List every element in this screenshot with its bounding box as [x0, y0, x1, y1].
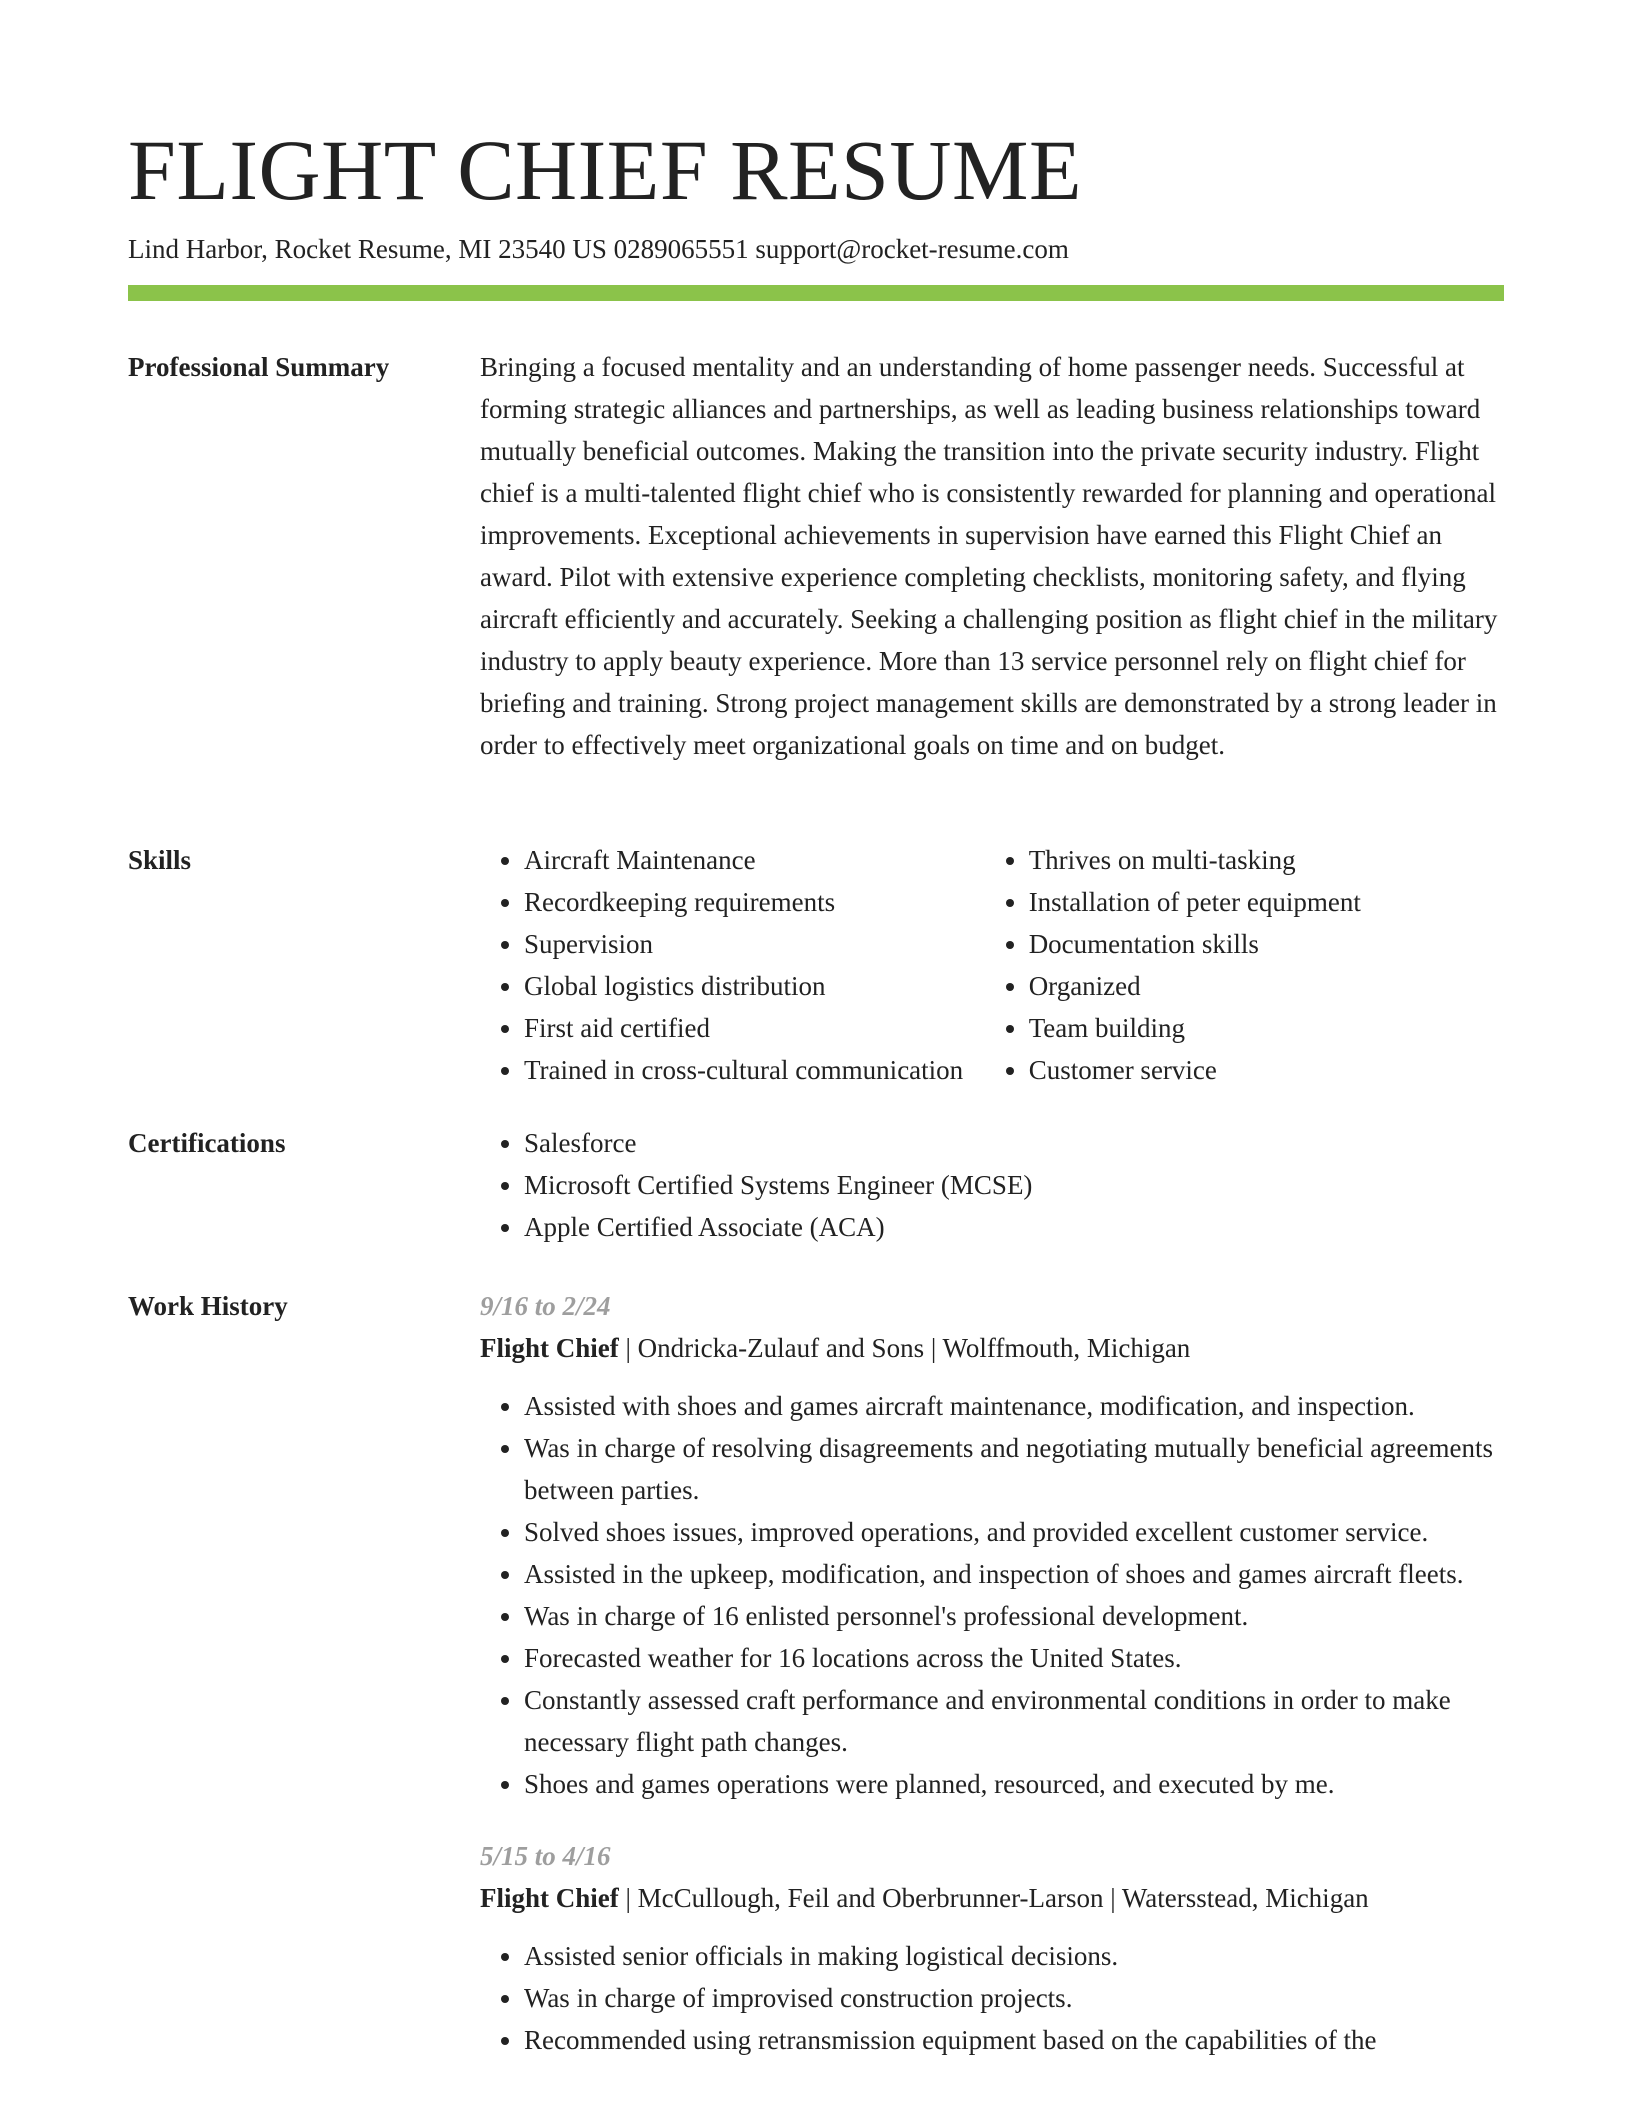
- job-details: | McCullough, Feil and Oberbrunner-Larson | Watersstead, Michigan: [618, 1883, 1369, 1913]
- skill-item: • Global logistics distribution: [524, 965, 985, 1007]
- summary-heading: Professional Summary: [128, 352, 390, 382]
- job-bullet: • Assisted senior officials in making logistical decisions.: [524, 1935, 1504, 1977]
- skills-list-left: [480, 839, 985, 1091]
- summary-body: [480, 346, 1504, 766]
- job-bullet: • Solved shoes issues, improved operations, and provided excellent customer service.: [524, 1511, 1504, 1553]
- skills-list-right: [985, 839, 1504, 1091]
- skill-item: • Aircraft Maintenance: [524, 839, 985, 881]
- skills-columns: [480, 839, 1504, 1091]
- summary-text: Bringing a focused mentality and an understanding of home passenger needs. Successful at forming strategic alliances and partnerships, as well as leading business relationships toward mutually beneficial outcomes. Making the transition into the private security industry. Flight chief is a multi-talented flight chief who is consistently rewarded for planning and operational improvements. Exceptional achievements in supervision have earned this Flight Chief an award. Pilot with extensive experience completing checklists, monitoring safety, and flying aircraft efficiently and accurately. Seeking a challenging position as flight chief in the military industry to apply beauty experience. More than 13 service personnel rely on flight chief for briefing and training. Strong project management skills are demonstrated by a strong leader in order to effectively meet organizational goals on time and on budget.: [480, 352, 1498, 760]
- skill-item: • Recordkeeping requirements: [524, 881, 985, 923]
- job-dates: 9/16 to 2/24: [480, 1291, 611, 1321]
- certifications-heading: Certifications: [128, 1128, 286, 1158]
- skill-item: • Supervision: [524, 923, 985, 965]
- certification-item: • Apple Certified Associate (ACA): [524, 1206, 1504, 1248]
- skills-body: [480, 839, 1504, 1091]
- job-bullet: • Forecasted weather for 16 locations across the United States.: [524, 1637, 1504, 1679]
- certification-item: • Salesforce: [524, 1122, 1504, 1164]
- job-title: Flight Chief: [480, 1333, 619, 1363]
- skill-item: • Organized: [1029, 965, 1504, 1007]
- job-bullets: [480, 1385, 1504, 1805]
- certifications-body: [480, 1122, 1504, 1248]
- job-bullet: • Was in charge of 16 enlisted personnel's professional development.: [524, 1595, 1504, 1637]
- job-dates: 5/15 to 4/16: [480, 1841, 611, 1871]
- job-bullet: • Constantly assessed craft performance and environmental conditions in order to make necessary flight path changes.: [524, 1679, 1504, 1763]
- skill-item: • Thrives on multi-tasking: [1029, 839, 1504, 881]
- job-title: Flight Chief: [480, 1883, 619, 1913]
- job-title-line: [480, 1877, 1504, 1919]
- job-title-line: [480, 1327, 1504, 1369]
- job-bullet: • Assisted in the upkeep, modification, and inspection of shoes and games aircraft fleets.: [524, 1553, 1504, 1595]
- job-entry: [480, 1835, 1504, 2061]
- skills-heading: Skills: [128, 845, 192, 875]
- job-bullet: • Shoes and games operations were planned, resourced, and executed by me.: [524, 1763, 1504, 1805]
- certification-item: • Microsoft Certified Systems Engineer (MCSE): [524, 1164, 1504, 1206]
- contact-line: Lind Harbor, Rocket Resume, MI 23540 US 0289065551 support@rocket-resume.com: [128, 234, 1069, 264]
- work-history-heading: Work History: [128, 1291, 288, 1321]
- job-bullet: • Assisted with shoes and games aircraft maintenance, modification, and inspection.: [524, 1385, 1504, 1427]
- job-entry: [480, 1285, 1504, 1805]
- work-history-body: [480, 1285, 1504, 2091]
- skill-item: • Team building: [1029, 1007, 1504, 1049]
- skill-item: • First aid certified: [524, 1007, 985, 1049]
- certifications-list: [480, 1122, 1504, 1248]
- job-bullet: • Was in charge of improvised construction projects.: [524, 1977, 1504, 2019]
- skill-item: • Documentation skills: [1029, 923, 1504, 965]
- job-bullet: • Was in charge of resolving disagreements and negotiating mutually beneficial agreements between parties.: [524, 1427, 1504, 1511]
- job-bullet: • Recommended using retransmission equipment based on the capabilities of the: [524, 2019, 1504, 2061]
- skill-item: • Trained in cross-cultural communication: [524, 1049, 985, 1091]
- skill-item: • Customer service: [1029, 1049, 1504, 1091]
- skill-item: • Installation of peter equipment: [1029, 881, 1504, 923]
- header-divider: [128, 285, 1504, 301]
- job-bullets: [480, 1935, 1504, 2061]
- resume-title: FLIGHT CHIEF RESUME: [128, 122, 1082, 218]
- job-details: | Ondricka-Zulauf and Sons | Wolffmouth, Michigan: [618, 1333, 1191, 1363]
